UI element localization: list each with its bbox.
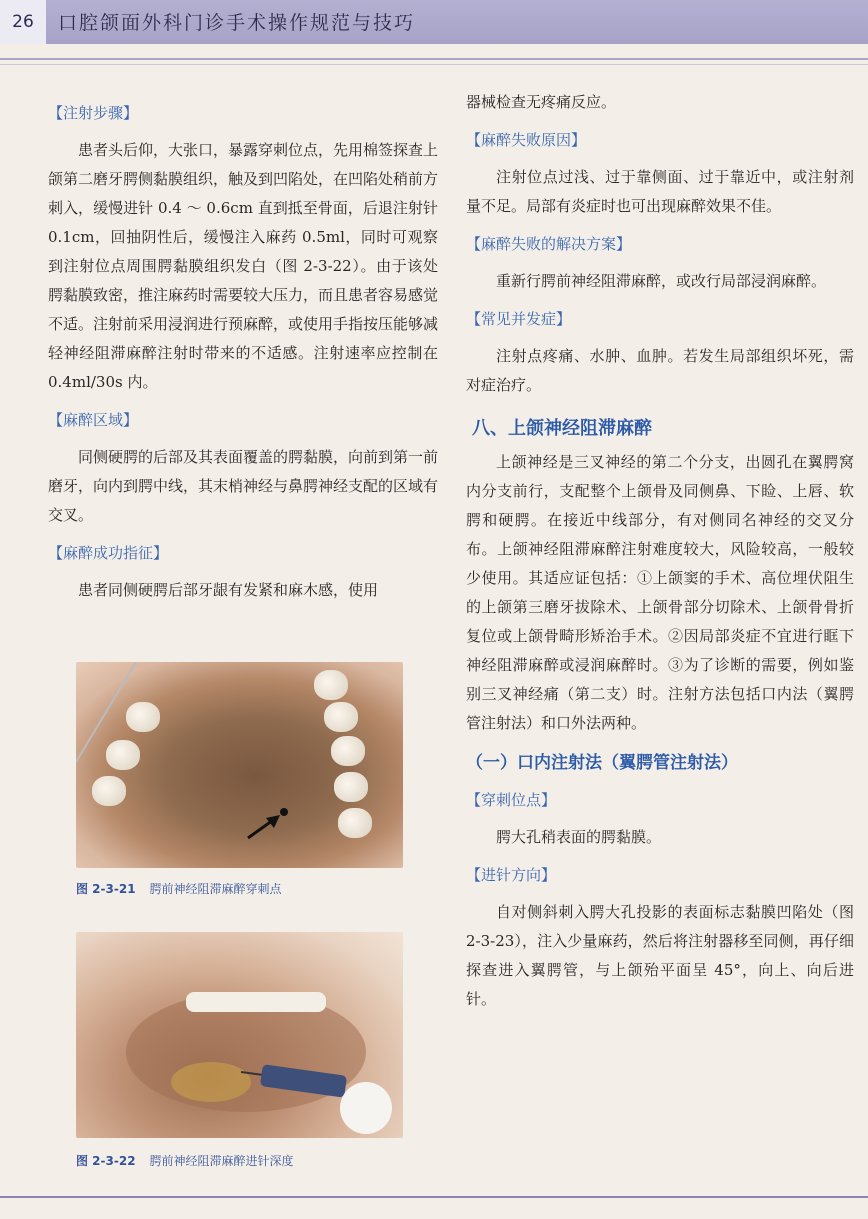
heading-needle-direction: 【进针方向】 xyxy=(466,866,557,884)
paragraph-complications: 注射点疼痛、水肿、血肿。若发生局部组织坏死，需对症治疗。 xyxy=(466,347,854,394)
heading-injection-steps: 【注射步骤】 xyxy=(48,104,139,122)
page-number: 26 xyxy=(0,0,46,44)
paragraph-injection-steps: 患者头后仰，大张口，暴露穿刺位点，先用棉签探查上颌第二磨牙腭侧黏膜组织，触及到凹陷处，在凹陷处稍前方刺入，缓慢进针 0.4 ～ 0.6cm 直到抵至骨面，后退注射针 0.1cm，回抽阴性后，缓慢注入麻药 0.5ml，同时可观察到注射位点周围腭黏膜组织发白（图 2-3-22）。由于该处腭黏膜致密，推注麻药时需要较大压力，而且患者容易感觉不适。注射前采用浸润进行预麻醉，或使用手指按压能够减轻神经阻滞麻醉注射时带来的不适感。注射速率应控制在 0.4ml/30s 内。 xyxy=(48,141,439,391)
figure-injection-depth-photo xyxy=(76,932,403,1138)
figure-number: 图 2-3-21 xyxy=(76,882,136,896)
footer-rule xyxy=(0,1196,868,1198)
paragraph-continuation: 器械检查无疼痛反应。 xyxy=(466,93,617,111)
header-rule-thin xyxy=(0,64,868,65)
figure-caption-text: 腭前神经阻滞麻醉进针深度 xyxy=(149,1154,294,1168)
heading-success-signs: 【麻醉成功指征】 xyxy=(48,544,169,562)
section-title: 八、上颌神经阻滞麻醉 xyxy=(472,418,652,439)
paragraph-failure-solution: 重新行腭前神经阻滞麻醉，或改行局部浸润麻醉。 xyxy=(496,272,827,290)
header-rule xyxy=(0,58,868,60)
subsection-title: （一）口内注射法（翼腭管注射法） xyxy=(466,753,738,773)
paragraph-maxillary-nerve: 上颌神经是三叉神经的第二个分支，出圆孔在翼腭窝内分支前行，支配整个上颌骨及同侧鼻、下睑、上唇、软腭和硬腭。在接近中线部分，有对侧同名神经的交叉分布。上颌神经阻滞麻醉注射难度较大，风险较高，一般较少使用。其适应证包括：①上颌窦的手术、高位埋伏阻生的上颌第三磨牙拔除术、上颌骨部分切除术、上颌骨骨折复位或上颌骨畸形矫治手术。②因局部炎症不宜进行眶下神经阻滞麻醉或浸润麻醉时。③为了诊断的需要，例如鉴别三叉神经痛（第二支）时。注射方法包括口内法（翼腭管注射法）和口外法两种。 xyxy=(466,453,854,732)
page-header xyxy=(0,0,868,44)
figure-caption-1 xyxy=(76,880,282,897)
heading-failure-causes: 【麻醉失败原因】 xyxy=(466,131,587,149)
heading-puncture-point: 【穿刺位点】 xyxy=(466,791,557,809)
right-column xyxy=(466,88,854,1014)
syringe-illustration xyxy=(76,932,403,1138)
paragraph-puncture-point: 腭大孔稍表面的腭黏膜。 xyxy=(496,828,662,846)
figure-palate-puncture-photo xyxy=(76,662,403,868)
paragraph-needle-direction: 自对侧斜刺入腭大孔投影的表面标志黏膜凹陷处（图 2-3-23），注入少量麻药，然后将注射器移至同侧，再仔细探查进入翼腭管，与上颌殆平面呈 45°，向上、向后进针。 xyxy=(466,903,854,1008)
book-title: 口腔颌面外科门诊手术操作规范与技巧 xyxy=(58,12,416,34)
figure-number: 图 2-3-22 xyxy=(76,1154,136,1168)
paragraph-anesthesia-area: 同侧硬腭的后部及其表面覆盖的腭黏膜，向前到第一前磨牙，向内到腭中线，其末梢神经与鼻腭神经支配的区域有交叉。 xyxy=(48,448,439,524)
figure-caption-text: 腭前神经阻滞麻醉穿刺点 xyxy=(149,882,282,896)
heading-failure-solution: 【麻醉失败的解决方案】 xyxy=(466,235,632,253)
heading-anesthesia-area: 【麻醉区域】 xyxy=(48,411,139,429)
left-column xyxy=(48,90,438,605)
paragraph-success-signs: 患者同侧硬腭后部牙龈有发紧和麻木感，使用 xyxy=(78,581,379,599)
heading-complications: 【常见并发症】 xyxy=(466,310,572,328)
figure-caption-2 xyxy=(76,1152,294,1169)
arrow-icon xyxy=(76,662,403,868)
paragraph-failure-causes: 注射位点过浅、过于靠侧面、过于靠近中，或注射剂量不足。局部有炎症时也可出现麻醉效果不佳。 xyxy=(466,168,854,215)
